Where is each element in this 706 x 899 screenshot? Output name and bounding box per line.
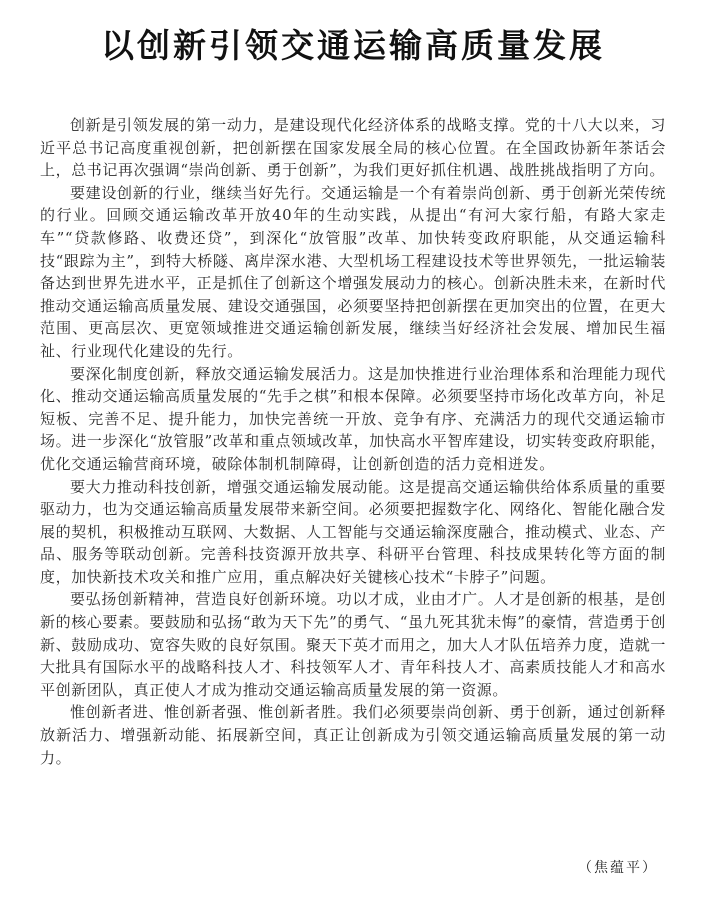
- article-paragraph-5: 要弘扬创新精神，营造良好创新环境。功以才成，业由才广。人才是创新的根基，是创新的核心要素。要鼓励和弘扬“敢为天下先”的勇气、“虽九死其犹未悔”的豪情，营造勇于创新、鼓励成功、宽容失败的良好氛围。聚天下英才而用之，加大人才队伍培养力度，造就一大批具有国际水平的战略科技人才、科技领军人才、青年科技人才、高素质技能人才和高水平创新团队，真正使人才成为推动交通运输高质量发展的第一资源。: [40, 590, 666, 699]
- article-paragraph-6: 惟创新者进、惟创新者强、惟创新者胜。我们必须要崇尚创新、勇于创新，通过创新释放新活力、增强新动能、拓展新空间，真正让创新成为引领交通运输高质量发展的第一动力。: [40, 703, 666, 767]
- article-paragraph-1: 创新是引领发展的第一动力，是建设现代化经济体系的战略支撑。党的十八大以来，习近平总书记高度重视创新，把创新摆在国家发展全局的核心位置。在全国政协新年茶话会上，总书记再次强调“崇尚创新、勇于创新”，为我们更好抓住机遇、战胜挑战指明了方向。: [40, 116, 666, 180]
- article-paragraph-3: 要深化制度创新，释放交通运输发展活力。这是加快推进行业治理体系和治理能力现代化、推动交通运输高质量发展的“先手之棋”和根本保障。必须要坚持市场化改革方向，补足短板、完善不足、提升能力，加快完善统一开放、竞争有序、充满活力的现代交通运输市场。进一步深化“放管服”改革和重点领域改革，加快高水平智库建设，切实转变政府职能，优化交通运输营商环境，破除体制机制障碍，让创新创造的活力竞相迸发。: [40, 364, 666, 473]
- article-body: [40, 114, 666, 769]
- article-title: 以创新引领交通运输高质量发展: [101, 26, 605, 65]
- author-signature: （焦蕴平）: [578, 860, 658, 876]
- article-paragraph-2: 要建设创新的行业，继续当好先行。交通运输是一个有着崇尚创新、勇于创新光荣传统的行业。回顾交通运输改革开放40年的生动实践，从提出“有河大家行船，有路大家走车”“贷款修路、收费还贷”，到深化“放管服”改革、加快转变政府职能，从交通运输科技“跟踪为主”，到特大桥隧、离岸深水港、大型机场工程建设技术等世界领先，一批运输装备达到世界先进水平，正是抓住了创新这个增强发展动力的核心。创新决胜未来，在新时代推动交通运输高质量发展、建设交通强国，必须要坚持把创新摆在更加突出的位置，在更大范围、更高层次、更宽领域推进交通运输创新发展，继续当好经济社会发展、增加民生福祉、行业现代化建设的先行。: [40, 183, 666, 360]
- article-paragraph-4: 要大力推动科技创新，增强交通运输发展动能。这是提高交通运输供给体系质量的重要驱动力，也为交通运输高质量发展带来新空间。必须要把握数字化、网络化、智能化融合发展的契机，积极推动互联网、大数据、人工智能与交通运输深度融合，推动模式、业态、产品、服务等联动创新。完善科技资源开放共享、科研平台管理、科技成果转化等方面的制度，加快新技术攻关和推广应用，重点解决好关键核心技术“卡脖子”问题。: [40, 477, 666, 586]
